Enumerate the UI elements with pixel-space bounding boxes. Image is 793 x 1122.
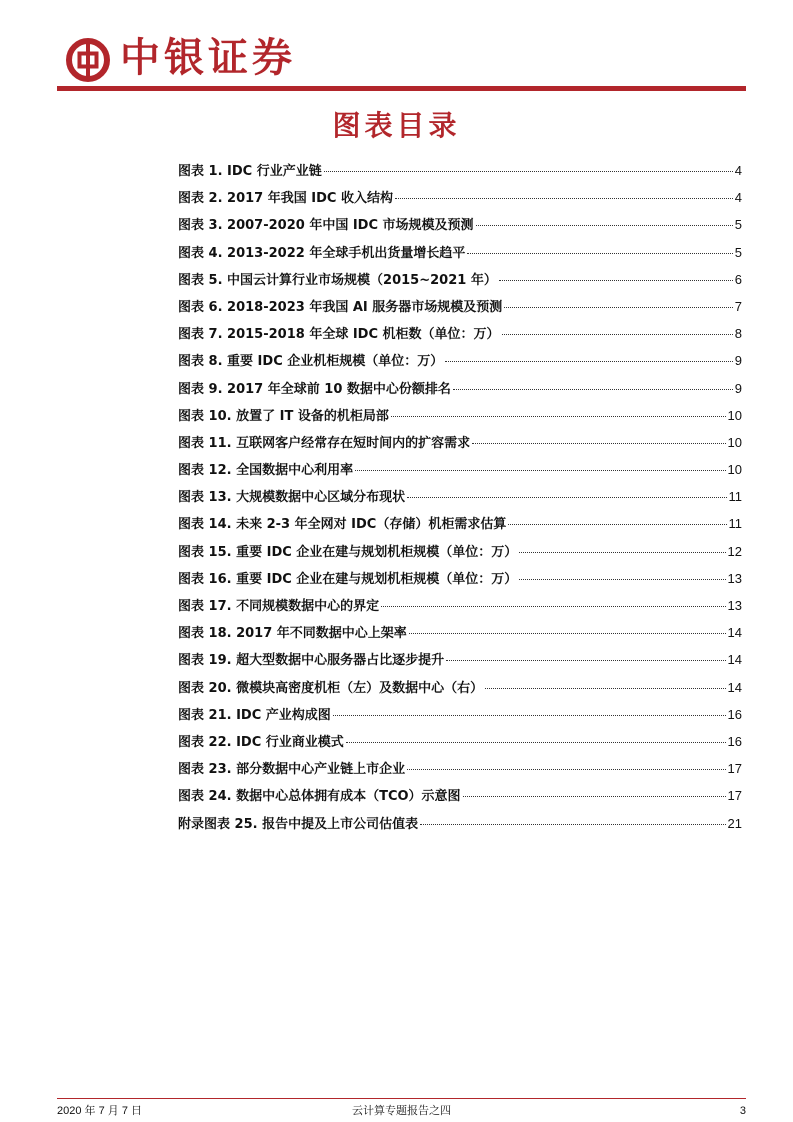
toc-entry[interactable] — [178, 293, 742, 320]
toc-entry-page[interactable]: 9 — [734, 380, 742, 396]
toc-dot-leader — [391, 416, 726, 417]
toc-dot-leader — [445, 361, 733, 362]
toc-entry[interactable] — [178, 565, 742, 592]
toc-entry[interactable] — [178, 510, 742, 537]
toc-entry-page[interactable]: 14 — [727, 625, 742, 641]
toc-entry-label[interactable]: 图表 2. 2017 年我国 IDC 收入结构 — [178, 191, 393, 207]
page-footer — [57, 1104, 746, 1120]
toc-dot-leader — [485, 688, 725, 689]
toc-entry[interactable] — [178, 728, 742, 755]
toc-entry[interactable] — [178, 211, 742, 238]
toc-entry-page[interactable]: 11 — [728, 516, 742, 532]
toc-entry-page[interactable]: 17 — [727, 761, 742, 777]
toc-entry-label[interactable]: 图表 10. 放置了 IT 设备的机柜局部 — [178, 408, 389, 424]
toc-entry-page[interactable]: 14 — [727, 652, 742, 668]
toc-entry-page[interactable]: 8 — [734, 326, 742, 342]
toc-entry[interactable] — [178, 320, 742, 347]
toc-entry-label[interactable]: 图表 13. 大规模数据中心区域分布现状 — [178, 490, 406, 506]
toc-entry-page[interactable]: 10 — [727, 434, 742, 450]
toc-entry-page[interactable]: 11 — [728, 489, 742, 505]
toc-entry[interactable] — [178, 810, 742, 837]
toc-entry-label[interactable]: 图表 21. IDC 产业构成图 — [178, 707, 331, 723]
toc-entry[interactable] — [178, 456, 742, 483]
toc-entry-label[interactable]: 图表 15. 重要 IDC 企业在建与规划机柜规模（单位：万） — [178, 544, 518, 560]
toc-entry-label[interactable]: 图表 24. 数据中心总体拥有成本（TCO）示意图 — [178, 789, 461, 805]
toc-dot-leader — [407, 769, 725, 770]
footer-rule — [57, 1098, 746, 1099]
toc-entry-page[interactable]: 4 — [734, 190, 742, 206]
table-of-figures — [178, 157, 742, 837]
toc-dot-leader — [453, 389, 733, 390]
toc-entry-label[interactable]: 图表 1. IDC 行业产业链 — [178, 164, 322, 179]
toc-dot-leader — [519, 552, 725, 553]
toc-entry[interactable] — [178, 266, 742, 293]
toc-dot-leader — [476, 225, 733, 226]
toc-dot-leader — [409, 633, 726, 634]
brand-name: 中银证券 — [120, 34, 296, 81]
toc-dot-leader — [324, 171, 733, 172]
toc-entry[interactable] — [178, 347, 742, 374]
toc-entry-page[interactable]: 9 — [734, 353, 742, 369]
toc-entry[interactable] — [178, 483, 742, 510]
toc-dot-leader — [333, 715, 726, 716]
toc-entry-page[interactable]: 5 — [734, 244, 742, 260]
toc-dot-leader — [504, 307, 732, 308]
toc-entry-page[interactable]: 17 — [727, 788, 742, 804]
toc-entry-label[interactable]: 图表 11. 互联网客户经常存在短时间内的扩容需求 — [178, 435, 471, 451]
toc-entry-page[interactable]: 10 — [727, 407, 742, 423]
toc-entry-page[interactable]: 12 — [727, 543, 742, 559]
toc-entry-label[interactable]: 图表 20. 微模块高密度机柜（左）及数据中心（右） — [178, 680, 484, 696]
toc-entry-label[interactable]: 图表 12. 全国数据中心利用率 — [178, 463, 354, 479]
toc-entry-label[interactable]: 图表 6. 2018-2023 年我国 AI 服务器市场规模及预测 — [178, 299, 503, 315]
footer-series-title: 云计算专题报告之四 — [352, 1104, 451, 1117]
toc-entry-label[interactable]: 图表 5. 中国云计算行业市场规模（2015~2021 年） — [178, 272, 497, 288]
toc-entry-label[interactable]: 图表 14. 未来 2-3 年全网对 IDC（存储）机柜需求估算 — [178, 517, 507, 533]
footer-page-number: 3 — [739, 1105, 746, 1117]
header-rule — [57, 86, 746, 91]
toc-entry-page[interactable]: 16 — [727, 706, 742, 722]
toc-entry[interactable] — [178, 157, 742, 184]
toc-dot-leader — [355, 470, 725, 471]
toc-entry[interactable] — [178, 402, 742, 429]
toc-entry-page[interactable]: 13 — [727, 570, 742, 586]
toc-entry-label[interactable]: 图表 4. 2013-2022 年全球手机出货量增长趋平 — [178, 245, 466, 261]
toc-title: 图表目录 — [332, 109, 461, 142]
toc-entry-label[interactable]: 附录图表 25. 报告中提及上市公司估值表 — [178, 816, 419, 832]
toc-entry[interactable] — [178, 538, 742, 565]
toc-entry-page[interactable]: 6 — [734, 271, 742, 287]
toc-entry-label[interactable]: 图表 9. 2017 年全球前 10 数据中心份额排名 — [178, 381, 451, 397]
toc-entry-page[interactable]: 4 — [734, 163, 742, 178]
toc-entry[interactable] — [178, 619, 742, 646]
toc-entry-page[interactable]: 5 — [734, 217, 742, 233]
toc-entry[interactable] — [178, 592, 742, 619]
toc-entry[interactable] — [178, 646, 742, 673]
toc-dot-leader — [508, 524, 726, 525]
page-header — [0, 0, 793, 92]
toc-dot-leader — [346, 742, 726, 743]
toc-dot-leader — [446, 660, 725, 661]
toc-entry-label[interactable]: 图表 19. 超大型数据中心服务器占比逐步提升 — [178, 653, 445, 669]
toc-entry[interactable] — [178, 375, 742, 402]
toc-entry[interactable] — [178, 674, 742, 701]
toc-entry[interactable] — [178, 755, 742, 782]
bank-of-china-logo-icon — [66, 38, 110, 82]
toc-entry-label[interactable]: 图表 16. 重要 IDC 企业在建与规划机柜规模（单位：万） — [178, 571, 518, 587]
toc-entry-page[interactable]: 10 — [727, 462, 742, 478]
toc-entry[interactable] — [178, 239, 742, 266]
toc-entry[interactable] — [178, 701, 742, 728]
toc-entry-page[interactable]: 7 — [734, 298, 742, 314]
footer-date: 2020 年 7 月 7 日 — [57, 1105, 142, 1117]
toc-entry-label[interactable]: 图表 22. IDC 行业商业模式 — [178, 734, 344, 750]
toc-entry-page[interactable]: 16 — [727, 733, 742, 749]
toc-dot-leader — [407, 497, 726, 498]
toc-entry-label[interactable]: 图表 8. 重要 IDC 企业机柜规模（单位：万） — [178, 354, 444, 370]
toc-entry-label[interactable]: 图表 17. 不同规模数据中心的界定 — [178, 599, 380, 614]
toc-dot-leader — [502, 334, 733, 335]
toc-dot-leader — [472, 443, 725, 444]
toc-entry-page[interactable]: 21 — [727, 815, 742, 831]
toc-entry-label[interactable]: 图表 3. 2007-2020 年中国 IDC 市场规模及预测 — [178, 218, 474, 234]
toc-dot-leader — [467, 253, 732, 254]
toc-entry[interactable] — [178, 184, 742, 211]
toc-dot-leader — [463, 796, 726, 797]
toc-dot-leader — [519, 579, 725, 580]
toc-entry[interactable] — [178, 782, 742, 809]
toc-entry[interactable] — [178, 429, 742, 456]
toc-entry-label[interactable]: 图表 7. 2015-2018 年全球 IDC 机柜数（单位：万） — [178, 327, 500, 343]
toc-dot-leader — [420, 824, 725, 825]
toc-dot-leader — [381, 606, 725, 607]
toc-entry-page[interactable]: 13 — [727, 598, 742, 613]
toc-entry-page[interactable]: 14 — [727, 679, 742, 695]
toc-dot-leader — [395, 198, 733, 199]
toc-dot-leader — [499, 280, 733, 281]
toc-entry-label[interactable]: 图表 23. 部分数据中心产业链上市企业 — [178, 762, 406, 778]
toc-entry-label[interactable]: 图表 18. 2017 年不同数据中心上架率 — [178, 626, 407, 642]
